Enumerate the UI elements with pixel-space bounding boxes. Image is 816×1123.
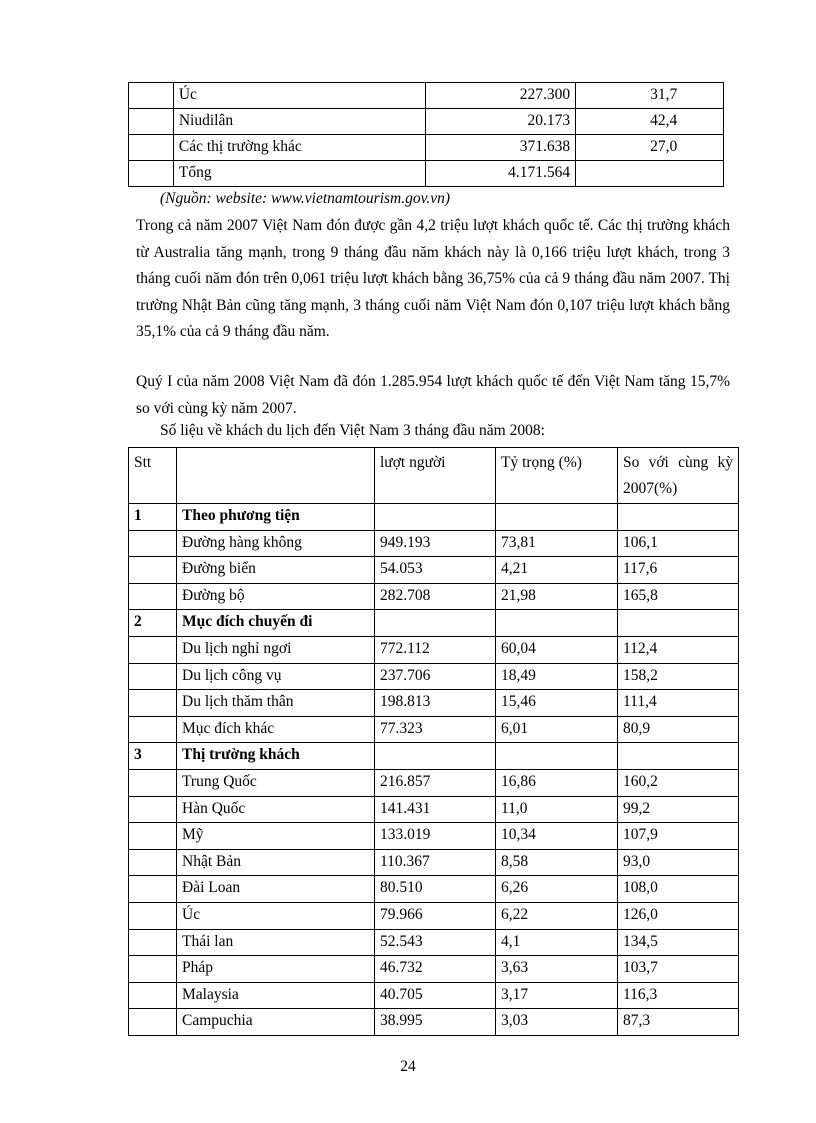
empty-cell: [375, 610, 496, 637]
empty-cell: [129, 956, 177, 983]
empty-cell: [496, 743, 618, 770]
compare-percent: 116,3: [618, 982, 739, 1009]
empty-cell: [129, 876, 177, 903]
compare-percent: 165,8: [618, 583, 739, 610]
share-percent: 3,03: [496, 1009, 618, 1036]
market-name: Niudilân: [173, 109, 426, 135]
table-row: [129, 849, 739, 876]
compare-percent: 108,0: [618, 876, 739, 903]
section-row: [129, 610, 739, 637]
share-percent: 4,21: [496, 557, 618, 584]
compare-percent: 103,7: [618, 956, 739, 983]
row-label: Mục đích khác: [177, 716, 375, 743]
row-label: Campuchia: [177, 1009, 375, 1036]
share-percent: 11,0: [496, 796, 618, 823]
compare-percent: 117,6: [618, 557, 739, 584]
empty-cell: [618, 504, 739, 531]
paragraph-q1-2008: Quý I của năm 2008 Việt Nam đã đón 1.285.954 lượt khách quốc tế đến Việt Nam tăng 15,7% so với cùng kỳ năm 2007.: [136, 373, 730, 417]
compare-percent: 126,0: [618, 902, 739, 929]
header-compare-2007: So với cùng kỳ 2007(%): [618, 448, 739, 504]
compare-percent: 111,4: [618, 690, 739, 717]
row-label: Du lịch công vụ: [177, 663, 375, 690]
table-row: [129, 557, 739, 584]
visitor-count: 237.706: [375, 663, 496, 690]
page-number: 24: [400, 1058, 416, 1075]
section-number: 1: [129, 504, 177, 531]
share-percent: 6,01: [496, 716, 618, 743]
market-summary-table: [128, 82, 724, 187]
table-row: [129, 583, 739, 610]
table-row: [129, 902, 739, 929]
table-row: [129, 109, 724, 135]
section-title: Theo phương tiện: [177, 504, 375, 531]
row-label: Đường hàng không: [177, 530, 375, 557]
empty-cell: [375, 743, 496, 770]
empty-cell: [496, 504, 618, 531]
table-caption: Số liệu về khách du lịch đến Việt Nam 3 tháng đầu năm 2008:: [160, 422, 545, 439]
visitor-count: 20.173: [426, 109, 576, 135]
visitor-count: 54.053: [375, 557, 496, 584]
compare-percent: 80,9: [618, 716, 739, 743]
visitor-count: 371.638: [426, 135, 576, 161]
visitor-count: 46.732: [375, 956, 496, 983]
empty-cell: [129, 690, 177, 717]
empty-cell: [129, 530, 177, 557]
visitor-count: 141.431: [375, 796, 496, 823]
row-label: Nhật Bản: [177, 849, 375, 876]
empty-cell: [129, 823, 177, 850]
empty-cell: [375, 504, 496, 531]
table-row: [129, 83, 724, 109]
table-row: [129, 823, 739, 850]
visitor-count: 949.193: [375, 530, 496, 557]
empty-cell: [129, 636, 177, 663]
section-number: 3: [129, 743, 177, 770]
table-row: [129, 135, 724, 161]
empty-cell: [129, 557, 177, 584]
visitor-count: 772.112: [375, 636, 496, 663]
empty-cell: [618, 610, 739, 637]
visitor-count: 282.708: [375, 583, 496, 610]
visitor-count: 110.367: [375, 849, 496, 876]
growth-percent: 42,4: [576, 109, 724, 135]
compare-percent: 87,3: [618, 1009, 739, 1036]
table-row: [129, 769, 739, 796]
share-percent: 3,17: [496, 982, 618, 1009]
row-label: Malaysia: [177, 982, 375, 1009]
share-percent: 73,81: [496, 530, 618, 557]
table-row: [129, 663, 739, 690]
share-percent: 60,04: [496, 636, 618, 663]
share-percent: 21,98: [496, 583, 618, 610]
row-label: Úc: [177, 902, 375, 929]
row-label: Thái lan: [177, 929, 375, 956]
share-percent: 6,26: [496, 876, 618, 903]
table-row: [129, 636, 739, 663]
empty-cell: [129, 135, 174, 161]
empty-cell: [129, 796, 177, 823]
share-percent: 10,34: [496, 823, 618, 850]
visitor-count: 38.995: [375, 1009, 496, 1036]
empty-cell: [129, 583, 177, 610]
compare-percent: 112,4: [618, 636, 739, 663]
row-label: Hàn Quốc: [177, 796, 375, 823]
empty-cell: [618, 743, 739, 770]
empty-cell: [129, 902, 177, 929]
empty-cell: [129, 1009, 177, 1036]
compare-percent: 158,2: [618, 663, 739, 690]
table-header-row: [129, 448, 739, 504]
row-label: Pháp: [177, 956, 375, 983]
visitor-count: 52.543: [375, 929, 496, 956]
visitor-count: 216.857: [375, 769, 496, 796]
visitor-count: 79.966: [375, 902, 496, 929]
row-label: Trung Quốc: [177, 769, 375, 796]
compare-percent: 93,0: [618, 849, 739, 876]
visitor-count: 80.510: [375, 876, 496, 903]
paragraph-2007-summary: Trong cả năm 2007 Việt Nam đón được gần 4,2 triệu lượt khách quốc tế. Các thị trường khách từ Australia tăng mạnh, trong 9 tháng đầu năm khách này là 0,166 triệu lượt khách, trong 3 tháng cuối năm đón trên 0,061 triệu lượt khách bằng 36,75% của cả 9 tháng đầu năm 2007. Thị trường Nhật Bản cũng tăng mạnh, 3 tháng cuối năm Việt Nam đón 0,107 triệu lượt khách bằng 35,1% của cả 9 tháng đầu năm.: [136, 217, 730, 340]
growth-percent: 31,7: [576, 83, 724, 109]
table-row: [129, 530, 739, 557]
share-percent: 16,86: [496, 769, 618, 796]
market-name: Tổng: [173, 161, 426, 187]
share-percent: 3,63: [496, 956, 618, 983]
empty-cell: [129, 109, 174, 135]
section-row: [129, 743, 739, 770]
table-row: [129, 716, 739, 743]
share-percent: 15,46: [496, 690, 618, 717]
compare-percent: 134,5: [618, 929, 739, 956]
header-share: Tỷ trọng (%): [496, 448, 618, 504]
section-title: Mục đích chuyến đi: [177, 610, 375, 637]
share-percent: 6,22: [496, 902, 618, 929]
table-row: [129, 982, 739, 1009]
share-percent: 8,58: [496, 849, 618, 876]
empty-cell: [129, 716, 177, 743]
source-note: (Nguồn: website: www.vietnamtourism.gov.vn): [160, 190, 451, 207]
table-row: [129, 1009, 739, 1036]
compare-percent: 160,2: [618, 769, 739, 796]
row-label: Mỹ: [177, 823, 375, 850]
header-category: [177, 448, 375, 504]
visitor-statistics-table: [128, 447, 739, 1036]
compare-percent: 107,9: [618, 823, 739, 850]
compare-percent: 99,2: [618, 796, 739, 823]
empty-cell: [129, 663, 177, 690]
visitor-count: 133.019: [375, 823, 496, 850]
share-percent: 18,49: [496, 663, 618, 690]
table-row: [129, 876, 739, 903]
growth-percent: [576, 161, 724, 187]
compare-percent: 106,1: [618, 530, 739, 557]
visitor-count: 77.323: [375, 716, 496, 743]
empty-cell: [129, 769, 177, 796]
empty-cell: [129, 849, 177, 876]
empty-cell: [129, 982, 177, 1009]
row-label: Du lịch thăm thân: [177, 690, 375, 717]
header-visitors: lượt người: [375, 448, 496, 504]
header-stt: Stt: [129, 448, 177, 504]
visitor-count: 40.705: [375, 982, 496, 1009]
visitor-count: 198.813: [375, 690, 496, 717]
table-row: [129, 690, 739, 717]
visitor-count: 4.171.564: [426, 161, 576, 187]
row-label: Đài Loan: [177, 876, 375, 903]
section-number: 2: [129, 610, 177, 637]
section-row: [129, 504, 739, 531]
market-name: Úc: [173, 83, 426, 109]
market-name: Các thị trường khác: [173, 135, 426, 161]
row-label: Đường biển: [177, 557, 375, 584]
section-title: Thị trường khách: [177, 743, 375, 770]
row-label: Du lịch nghỉ ngơi: [177, 636, 375, 663]
empty-cell: [129, 83, 174, 109]
empty-cell: [129, 929, 177, 956]
table-row: [129, 929, 739, 956]
table-row: [129, 956, 739, 983]
empty-cell: [129, 161, 174, 187]
row-label: Đường bộ: [177, 583, 375, 610]
growth-percent: 27,0: [576, 135, 724, 161]
empty-cell: [496, 610, 618, 637]
table-row: [129, 796, 739, 823]
table-row: [129, 161, 724, 187]
share-percent: 4,1: [496, 929, 618, 956]
visitor-count: 227.300: [426, 83, 576, 109]
